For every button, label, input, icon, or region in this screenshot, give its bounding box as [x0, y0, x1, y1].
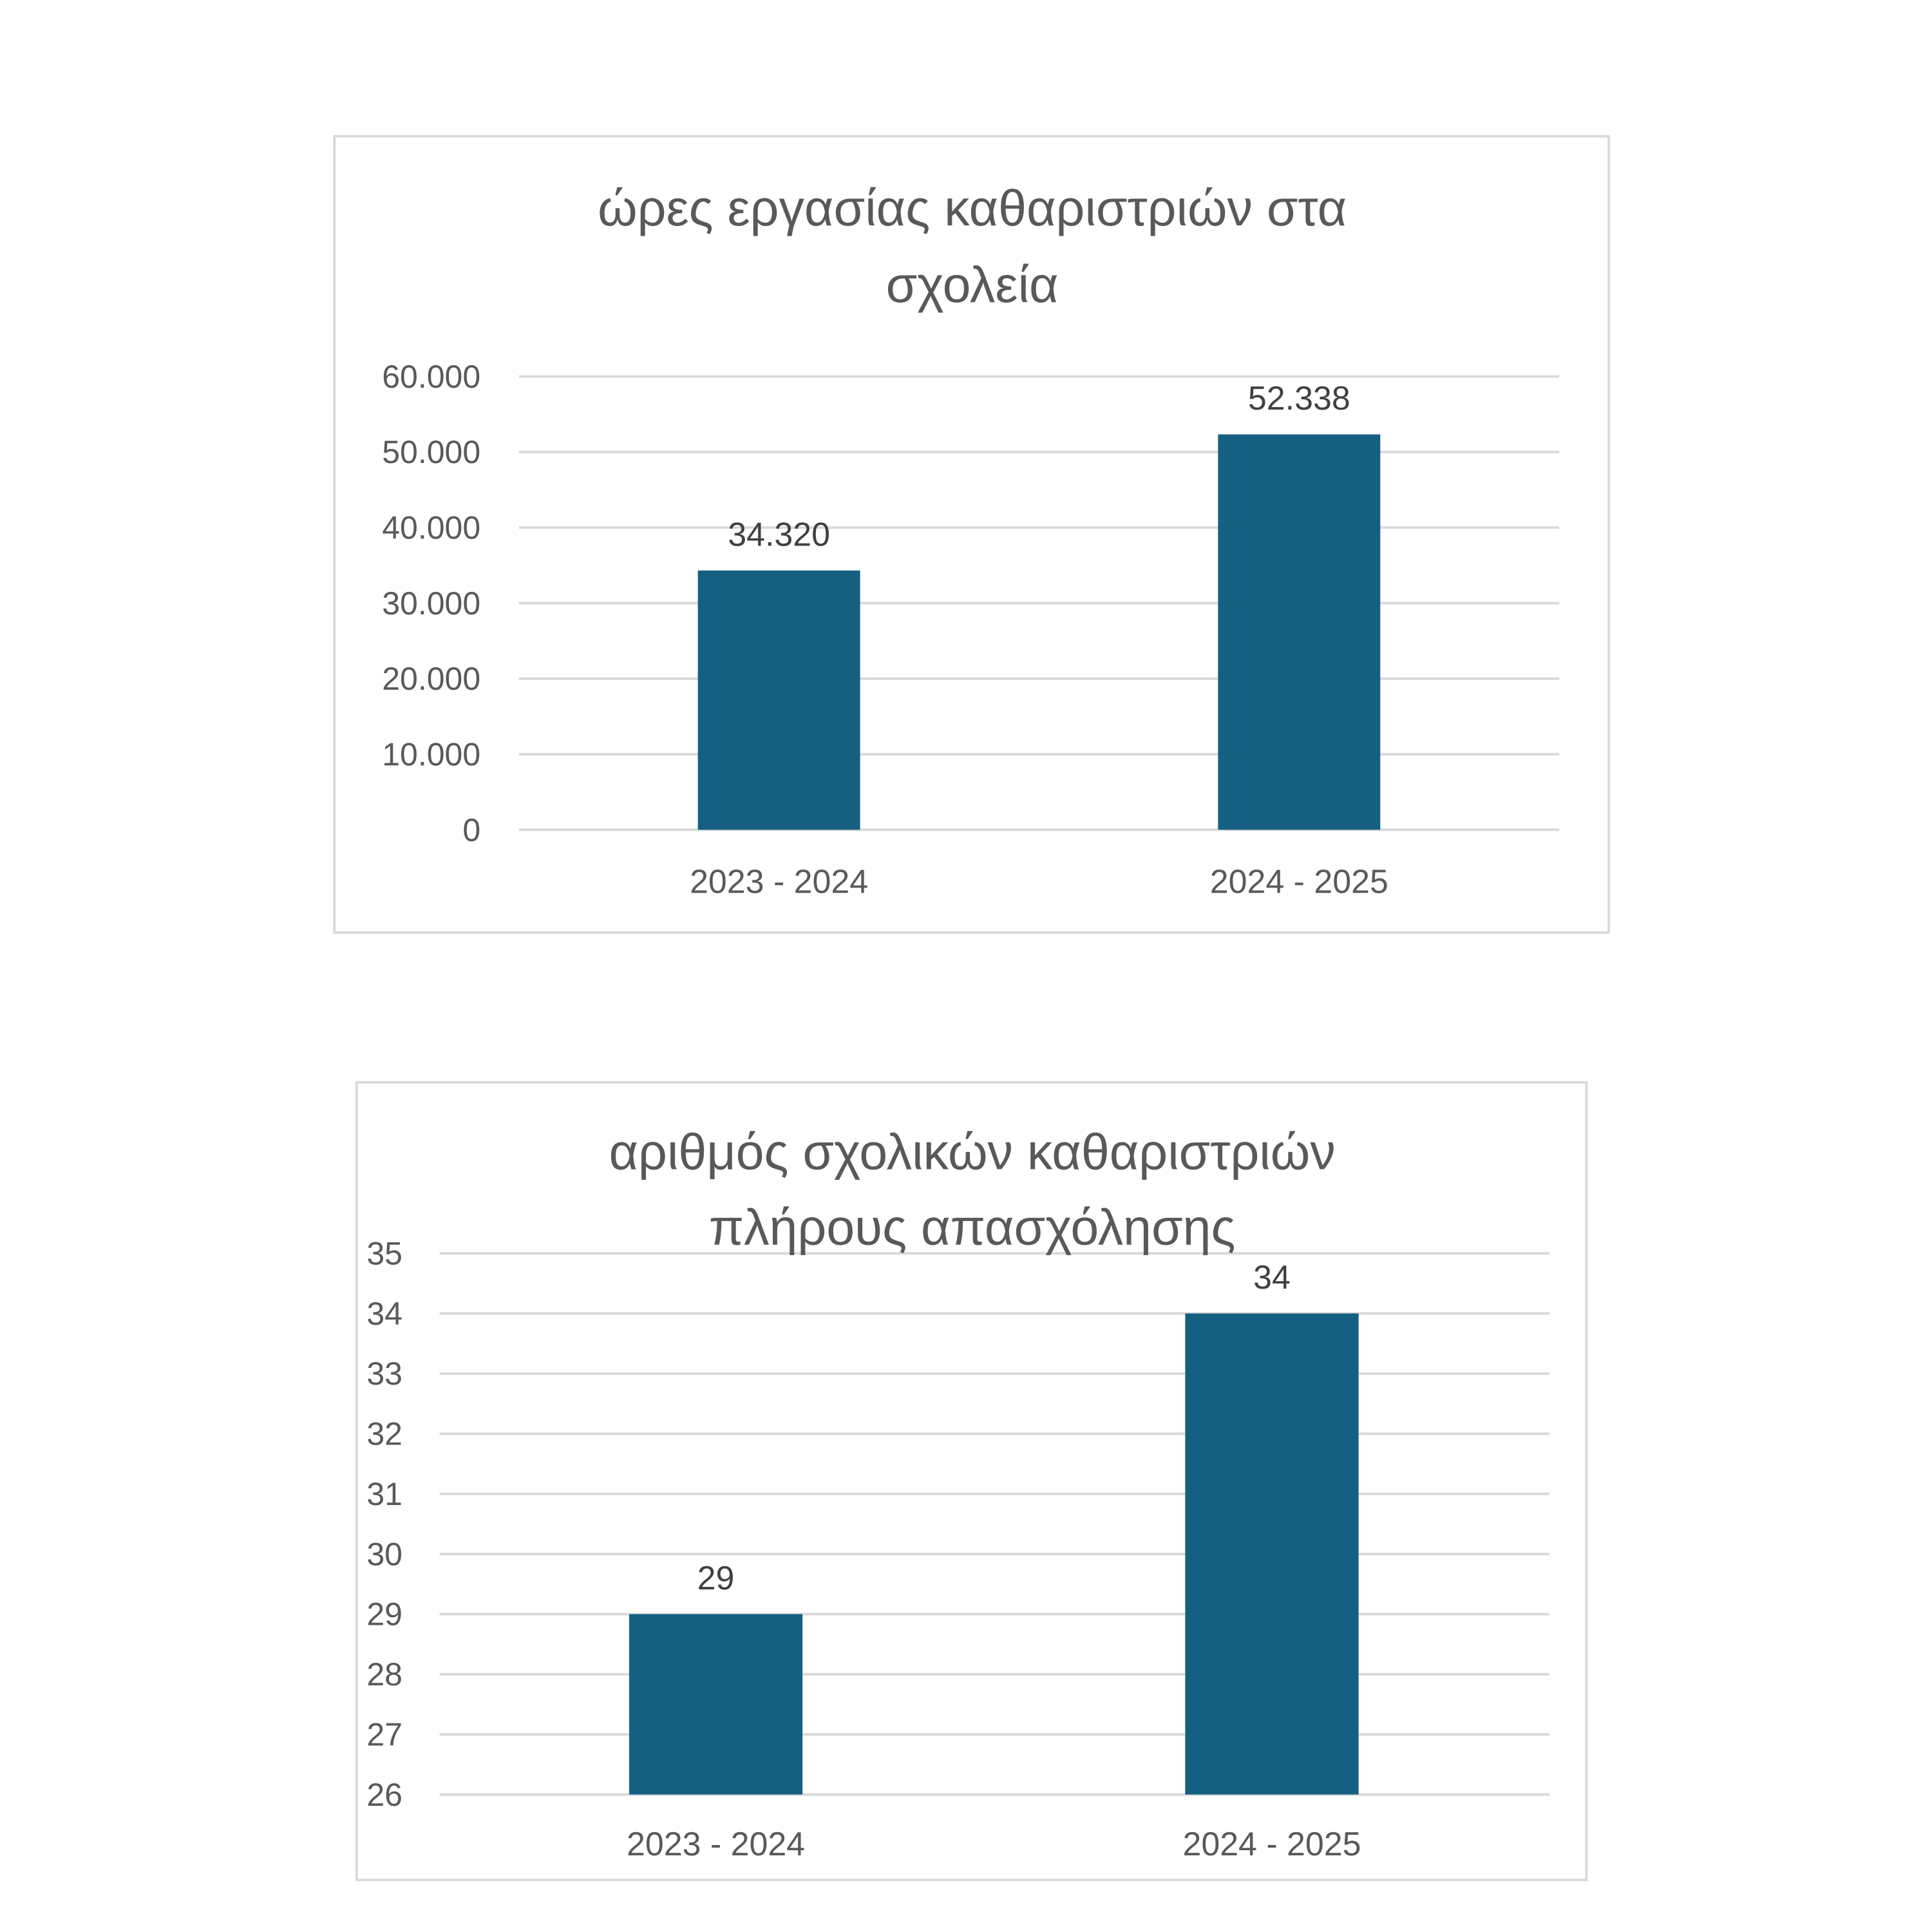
- chart-title: αριθμός σχολικών καθαριστριών: [609, 1123, 1336, 1180]
- x-tick-label: 2024 - 2025: [1182, 1825, 1361, 1863]
- y-tick-label: 29: [366, 1596, 403, 1633]
- y-tick-label: 33: [366, 1356, 403, 1392]
- y-tick-label: 32: [366, 1416, 403, 1452]
- y-tick-label: 30.000: [382, 585, 481, 621]
- x-tick-label: 2023 - 2024: [626, 1825, 806, 1863]
- y-tick-label: 35: [366, 1235, 403, 1272]
- chart-border: [334, 137, 1609, 933]
- x-tick-label: 2023 - 2024: [690, 863, 869, 901]
- chart-2: [357, 1083, 1587, 1880]
- bar: [698, 571, 860, 830]
- y-tick-label: 40.000: [382, 509, 481, 546]
- bar: [1185, 1314, 1358, 1795]
- y-tick-label: 26: [366, 1776, 403, 1813]
- data-label: 52.338: [1247, 380, 1350, 418]
- y-tick-label: 60.000: [382, 358, 481, 395]
- data-label: 34: [1253, 1259, 1291, 1297]
- y-tick-label: 10.000: [382, 736, 481, 773]
- y-tick-label: 30: [366, 1536, 403, 1573]
- chart-title: πλήρους απασχόλησης: [708, 1198, 1236, 1256]
- y-tick-label: 0: [462, 811, 481, 848]
- bar: [1218, 434, 1380, 829]
- chart-1: [334, 137, 1609, 933]
- x-tick-label: 2024 - 2025: [1209, 863, 1388, 901]
- data-label: 34.320: [728, 516, 830, 554]
- y-tick-label: 27: [366, 1716, 403, 1753]
- data-label: 29: [697, 1559, 735, 1597]
- y-tick-label: 50.000: [382, 434, 481, 471]
- y-tick-label: 31: [366, 1475, 403, 1512]
- y-tick-label: 28: [366, 1656, 403, 1693]
- y-tick-label: 34: [366, 1295, 403, 1332]
- chart-title: ώρες εργασίας καθαριστριών στα: [598, 180, 1347, 237]
- bar: [629, 1614, 802, 1794]
- y-tick-label: 20.000: [382, 661, 481, 697]
- chart-title: σχολεία: [886, 256, 1059, 314]
